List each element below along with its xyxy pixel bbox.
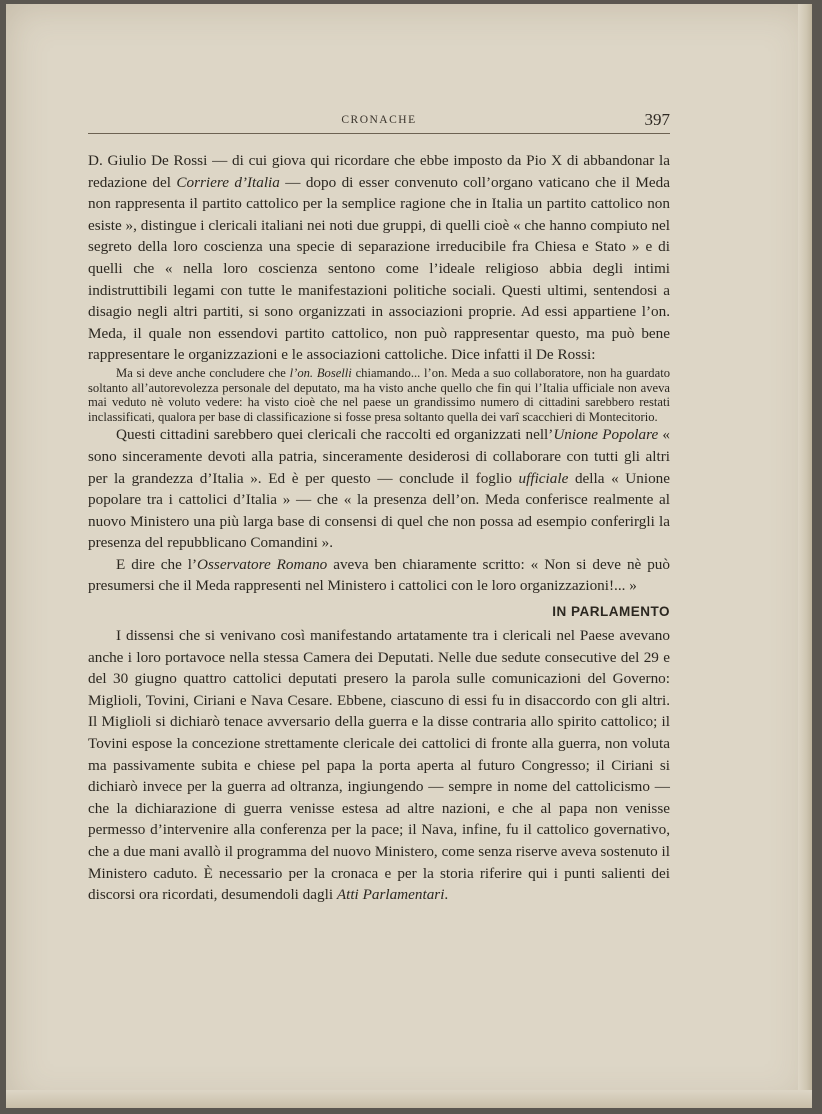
text-run: « sono sinceramente devoti alla patria, sinceramente desiderosi di collaborare con tutti gli altri per la grandezza d’Italia ». Ed è per questo — conclude il foglio [88, 426, 670, 487]
block-quote [88, 366, 670, 424]
paragraph-unione-popolare [88, 424, 670, 554]
text-run: Ma si deve anche concludere che [116, 365, 290, 380]
header-rule [88, 133, 670, 134]
page-edge-right [798, 4, 812, 1108]
text-run: E dire che l’ [116, 555, 198, 573]
section-heading: IN PARLAMENTO [552, 604, 670, 620]
text-run: aveva ben chiaramente scritto: « Non si deve nè può presumersi che il Meda rappresenti nel Ministero i cattolici con le loro organizzazioni!... » [88, 555, 670, 595]
text-run: Questi cittadini sarebbero quei clericali che raccolti ed organizzati nell’ [116, 426, 554, 444]
italic-title: Corriere d’Italia [176, 173, 280, 191]
text-run: I dissensi che si venivano così manifestando artatamente tra i clericali nel Paese avevano anche i loro portavoce nella stessa Camera dei Deputati. Nelle due sedute consecutive del 29 e del 30 giugno quattro cattolici deputati presero la parola sulle comunicazioni del Governo: Miglioli, Tovini, Ciriani e Nava Cesare. Ebbene, ciascuno di essi fu in disaccordo con gli altri. Il Miglioli si dichiarò tenace avversario della guerra e la disse contraria allo spirito cattolico; il Tovini espose la concezione strettamente clericale dei cattolici di fronte alla guerra, non voluta ma passivamente subita e chiese pel papa la porta aperta al futuro Congresso; il Ciriani si dichiarò invece per la guerra ad oltranza, ingiungendo — sempre in nome del cattolicismo — che la dichiarazione di guerra venisse estesa ad altre nazioni, e che al papa non venisse permesso d’intervenire alla conferenza per la pace; il Nava, infine, fu il cattolico governativo, che a due mani avallò il programma del nuovo Ministero, come senza riserve aveva sostenuto il Ministero caduto. È necessario per la cronaca e per la storia riferire qui i punti salienti dei discorsi ora ricordati, desumendoli dagli [88, 627, 670, 904]
paragraph-parlamento [88, 625, 670, 906]
page-header [88, 110, 670, 132]
text-run: chiamando... l’on. Meda a suo collaboratore, non ha guardato soltanto all’autorevolezza personale del deputato, ma ha visto anche quello che fin qui l’Italia ufficiale non aveva mai veduto nè voluto vedere: ha visto cioè che nel paese un grandissimo numero di cittadini sarebbero restati inclassificati, qualora per base di classificazione si fosse presa soltanto quella dei varî scacchieri di Montecitorio. [88, 365, 670, 424]
italic-title: Unione Popolare [553, 426, 659, 444]
italic-title: Atti Parlamentari [336, 886, 445, 904]
text-run: D. Giulio De Rossi — di cui giova qui ricordare che ebbe imposto da Pio X di abbandonar la redazione del [88, 152, 670, 191]
paragraph-osservatore [88, 554, 670, 597]
text-run: — dopo di esser convenuto coll’organo vaticano che il Meda non rappresenta il partito cattolico per la semplice ragione che in Italia un partito cattolico non esiste », distingue i clericali italiani nei noti due gruppi, di quelli cioè « che hanno compiuto nel segreto della loro coscienza una specie di separazione irreducibile fra Chiesa e Stato » e di quelli che « nella loro coscienza sentono come l’ideale religioso abbia degli intimi indistruttibili legami con tutte le manifestazioni politiche sociali. Questi ultimi, sentendosi a disagio negli altri partiti, si sono organizzati in associazioni proprie. Ad essi appartiene l’on. Meda, il quale non essendovi partito cattolico, non può rappresentar questo, ma può bene rappresentare le organizzazioni e le associazioni cattoliche. Dice infatti il De Rossi: [88, 173, 670, 364]
italic-title: Osservatore Romano [197, 555, 328, 573]
paragraph-de-rossi [88, 150, 670, 366]
page-edge-bottom [6, 1090, 812, 1108]
running-head: CRONACHE [341, 114, 417, 126]
italic-name: l’on. Boselli [289, 365, 352, 380]
page-number: 397 [644, 110, 670, 129]
text-run: . [444, 886, 449, 904]
body-text [88, 150, 670, 906]
text-run: della « Unione popolare tra i cattolici d’Italia » — che « la presenza dell’on. Meda conferisce realmente al nuovo Ministero una più larga base di consensi di quel che non possa ad esempio conferirgli la presenza del repubblicano Comandini ». [88, 469, 670, 552]
italic-word: ufficiale [518, 469, 569, 487]
